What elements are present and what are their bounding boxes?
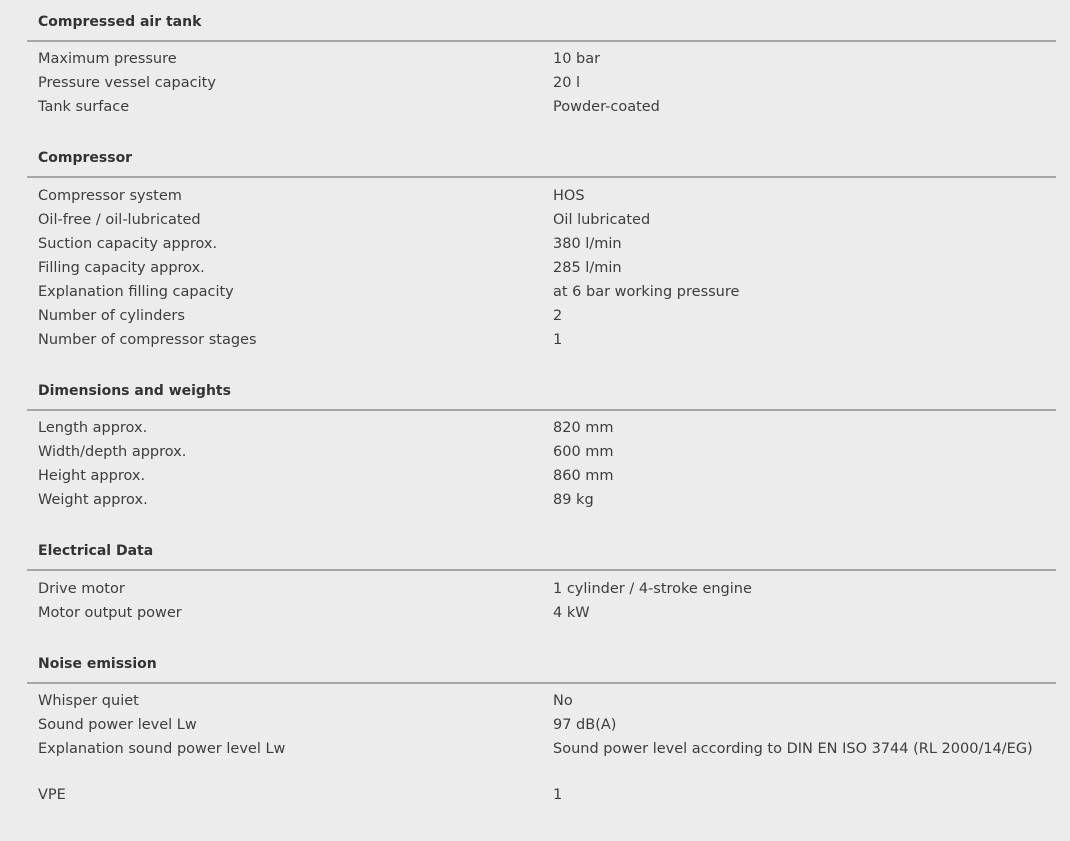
spec-value: 97 dB(A) — [553, 717, 617, 733]
spec-label: Explanation sound power level Lw — [38, 741, 286, 757]
spec-value: HOS — [553, 188, 585, 204]
spec-value: Oil lubricated — [553, 212, 651, 228]
section-title: Dimensions and weights — [38, 383, 231, 399]
spec-label: Sound power level Lw — [38, 717, 197, 733]
spec-label: Pressure vessel capacity — [38, 75, 216, 91]
spec-label: Explanation filling capacity — [38, 284, 234, 300]
spec-row — [0, 601, 1070, 625]
spec-value: 1 — [553, 787, 563, 803]
section-title: Compressed air tank — [38, 14, 202, 30]
section-title: Electrical Data — [38, 543, 154, 559]
spec-label: Oil-free / oil-lubricated — [38, 212, 201, 228]
section-divider — [27, 569, 1056, 571]
spec-value: 4 kW — [553, 605, 590, 621]
spec-value: 2 — [553, 308, 563, 324]
spec-row — [0, 464, 1070, 488]
spec-row — [0, 280, 1070, 304]
spec-label: Motor output power — [38, 605, 182, 621]
spec-value: 1 — [553, 332, 563, 348]
spec-row — [0, 328, 1070, 352]
spec-label: Weight approx. — [38, 492, 148, 508]
spec-label: Number of compressor stages — [38, 332, 257, 348]
spec-row — [0, 208, 1070, 232]
spec-row — [0, 184, 1070, 208]
spec-label: Suction capacity approx. — [38, 236, 218, 252]
section-divider — [27, 682, 1056, 684]
section-divider — [27, 40, 1056, 42]
spec-label: VPE — [38, 787, 66, 803]
spec-row — [0, 416, 1070, 440]
spec-row — [0, 95, 1070, 119]
spec-value: 860 mm — [553, 468, 614, 484]
spec-row — [0, 689, 1070, 713]
section-divider — [27, 176, 1056, 178]
spec-row — [0, 256, 1070, 280]
spec-row — [0, 737, 1070, 761]
spec-row — [0, 488, 1070, 512]
spec-value: at 6 bar working pressure — [553, 284, 740, 300]
spec-label: Drive motor — [38, 581, 125, 597]
spec-label: Maximum pressure — [38, 51, 177, 67]
spec-row — [0, 47, 1070, 71]
spec-value: 820 mm — [553, 420, 614, 436]
spec-value: Sound power level according to DIN EN ISO 3744 (RL 2000/14/EG) — [553, 741, 1033, 757]
spec-row — [0, 304, 1070, 328]
spec-row — [0, 713, 1070, 737]
spec-value: 20 l — [553, 75, 581, 91]
spec-value: No — [553, 693, 573, 709]
spec-label: Length approx. — [38, 420, 148, 436]
spec-row — [0, 577, 1070, 601]
spec-value: Powder-coated — [553, 99, 660, 115]
spec-label: Filling capacity approx. — [38, 260, 205, 276]
spec-value: 380 l/min — [553, 236, 622, 252]
spec-value: 10 bar — [553, 51, 601, 67]
section-title: Noise emission — [38, 656, 157, 672]
spec-value: 600 mm — [553, 444, 614, 460]
spec-row — [0, 440, 1070, 464]
spec-value: 285 l/min — [553, 260, 622, 276]
spec-label: Height approx. — [38, 468, 146, 484]
section-divider — [27, 409, 1056, 411]
spec-row-vpe — [0, 783, 1070, 807]
spec-label: Tank surface — [38, 99, 130, 115]
section-title: Compressor — [38, 150, 133, 166]
spec-label: Compressor system — [38, 188, 182, 204]
spec-row — [0, 71, 1070, 95]
spec-label: Number of cylinders — [38, 308, 185, 324]
spec-row — [0, 232, 1070, 256]
spec-value: 89 kg — [553, 492, 594, 508]
spec-label: Whisper quiet — [38, 693, 139, 709]
spec-value: 1 cylinder / 4-stroke engine — [553, 581, 752, 597]
spec-label: Width/depth approx. — [38, 444, 187, 460]
